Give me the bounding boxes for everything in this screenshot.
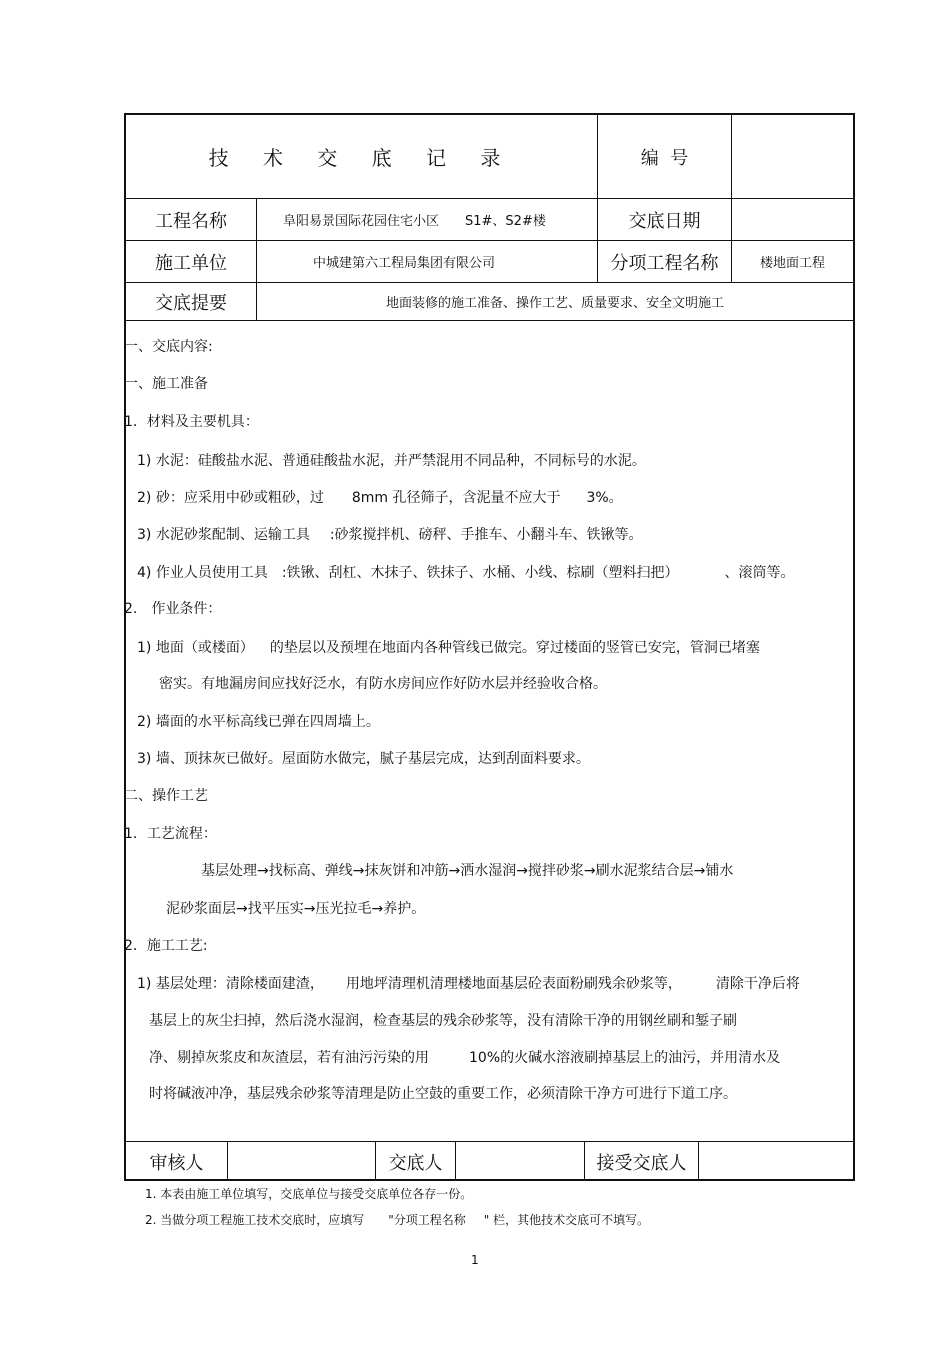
- content-fragment: 的垫层以及预埋在地面内各种管线已做完。穿过楼面的竖管已安完，管洞已堵塞: [269, 640, 760, 656]
- section-heading: 一、交底内容:: [124, 339, 213, 355]
- content-fragment: :铁锹、刮杠、木抹子、铁抹子、水桶、小线、棕刷（塑料扫把）: [281, 565, 679, 581]
- footnote: 1. 本表由施工单位填写，交底单位与接受交底单位各存一份。: [145, 1187, 473, 1201]
- date-label: 交底日期: [628, 210, 701, 232]
- section-heading: 二、操作工艺: [124, 788, 208, 804]
- reviewer-field[interactable]: [228, 1142, 375, 1181]
- project-name-value: [257, 199, 597, 240]
- row-divider: [124, 320, 855, 321]
- sub-heading: 2. 作业条件：: [124, 601, 222, 617]
- number-label: 编 号: [640, 147, 689, 169]
- content-line: 1) 水泥：硅酸盐水泥、普通硅酸盐水泥，并严禁混用不同品种，不同标号的水泥。: [137, 453, 646, 469]
- content-fragment: 清除干净后将: [715, 976, 800, 992]
- content-fragment: 净、剔掉灰浆皮和灰渣层，若有油污污染的用: [149, 1050, 429, 1066]
- number-value[interactable]: [732, 115, 853, 198]
- content-fragment: 2) 砂：应采用中砂或粗砂，过: [137, 490, 324, 506]
- discloser-field[interactable]: [456, 1142, 584, 1181]
- content-line: [137, 973, 800, 993]
- section-heading: 一、施工准备: [124, 376, 208, 392]
- content-line: [137, 524, 643, 544]
- date-value[interactable]: [732, 199, 853, 240]
- content-fragment: 3) 水泥砂浆配制、运输工具: [137, 527, 310, 543]
- content-line: [137, 487, 623, 507]
- content-fragment: 8mm 孔径筛子，含泥量不应大于: [351, 490, 561, 506]
- sub-heading: 1．材料及主要机具：: [124, 414, 259, 430]
- sub-project-label: 分项工程名称: [610, 252, 719, 274]
- content-fragment: 1) 基层处理：清除楼面建渣，: [137, 976, 324, 992]
- unit-label: 施工单位: [155, 252, 227, 274]
- footnote: [145, 1211, 649, 1228]
- content-line: 泥砂浆面层→找平压实→压光拉毛→养护。: [166, 901, 426, 917]
- project-name-label: 工程名称: [155, 210, 227, 232]
- content-fragment: 1) 地面（或楼面）: [137, 640, 254, 656]
- content-fragment: 4) 作业人员使用工具: [137, 565, 268, 581]
- project-building-text: S1#、S2#楼: [465, 214, 546, 229]
- footnote-fragment: "分项工程名称: [388, 1213, 466, 1227]
- content-fragment: 3%。: [586, 490, 623, 506]
- content-line: [149, 1047, 780, 1067]
- footnote-fragment: 2. 当做分项工程施工技术交底时，应填写: [145, 1213, 365, 1227]
- content-line: 时将碱液冲净，基层残余砂浆等清理是防止空鼓的重要工作，必须清除干净方可进行下道工序。: [149, 1086, 737, 1102]
- content-fragment: :砂浆搅拌机、磅秤、手推车、小翻斗车、铁锹等。: [329, 527, 643, 543]
- reviewer-label: 审核人: [149, 1152, 204, 1174]
- sub-heading: 1．工艺流程：: [124, 826, 217, 842]
- content-fragment: 用地坪清理机清理楼地面基层砼表面粉刷残余砂浆等，: [345, 976, 682, 992]
- discloser-label: 交底人: [388, 1152, 443, 1174]
- content-line: [137, 637, 760, 657]
- sub-project-value: 楼地面工程: [759, 256, 825, 271]
- content-fragment: 10%的火碱水溶液刷掉基层上的油污，并用清水及: [469, 1050, 781, 1066]
- content-line: [137, 562, 795, 582]
- content-line: 2) 墙面的水平标高线已弹在四周墙上。: [137, 714, 380, 730]
- content-line: 密实。有地漏房间应找好泛水，有防水房间应作好防水层并经验收合格。: [159, 676, 607, 692]
- project-name-text: 阜阳易景国际花园住宅小区: [283, 214, 440, 229]
- content-line: 基层上的灰尘扫掉，然后浇水湿润，检查基层的残余砂浆等，没有清除干净的用钢丝刷和錾子刷: [149, 1013, 737, 1029]
- receiver-label: 接受交底人: [596, 1152, 687, 1174]
- content-line: 3) 墙、顶抹灰已做好。屋面防水做完，腻子基层完成，达到刮面料要求。: [137, 751, 590, 767]
- content-fragment: 、滚筒等。: [724, 565, 795, 581]
- content-line: 基层处理→找标高、弹线→抹灰饼和冲筋→洒水湿润→搅拌砂浆→刷水泥浆结合层→铺水: [201, 863, 734, 879]
- unit-value: 中城建第六工程局集团有限公司: [313, 256, 496, 271]
- footnote-fragment: " 栏，其他技术交底可不填写。: [483, 1213, 650, 1227]
- sub-heading: 2．施工工艺:: [124, 938, 208, 954]
- summary-value: 地面装修的施工准备、操作工艺、质量要求、安全文明施工: [385, 296, 724, 311]
- form-title: 技 术 交 底 记 录: [208, 146, 515, 170]
- summary-label: 交底提要: [155, 292, 227, 314]
- page-number: 1: [471, 1253, 479, 1267]
- receiver-field[interactable]: [699, 1142, 853, 1181]
